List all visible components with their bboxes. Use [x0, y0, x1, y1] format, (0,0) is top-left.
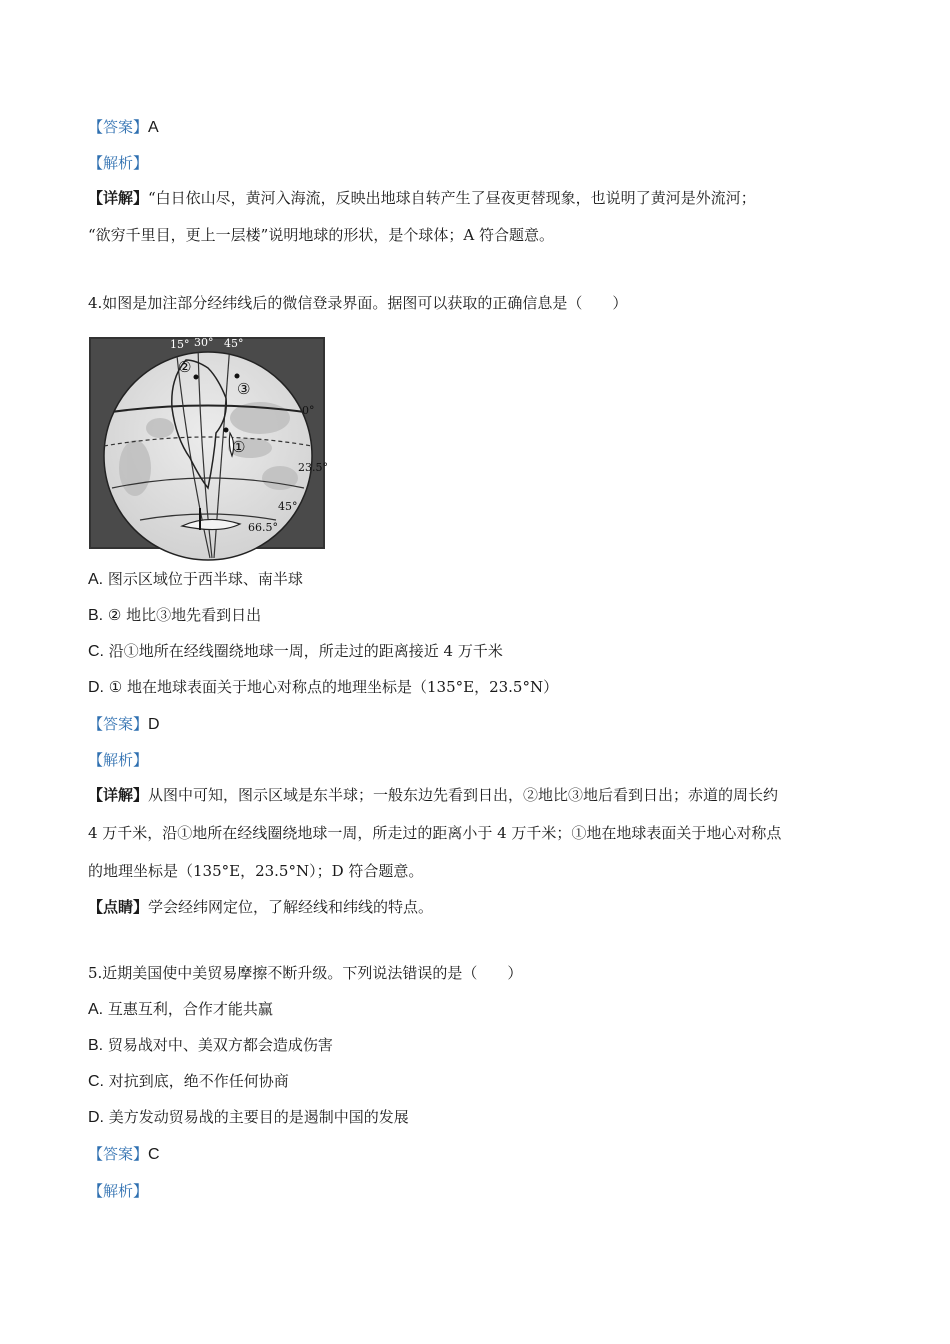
label-66-5deg: 66.5°: [248, 521, 278, 534]
option-letter: D.: [88, 679, 104, 696]
q5-option-d: [88, 1107, 409, 1128]
option-text: 对抗到底，绝不作任何协商: [104, 1072, 289, 1090]
q4-point-line: [88, 897, 433, 917]
q3-answer-line: [88, 117, 159, 138]
q4-answer-line: [88, 714, 160, 735]
option-letter: A.: [88, 571, 104, 588]
q5-option-b: [88, 1035, 333, 1056]
q5-analysis-line: [88, 1181, 148, 1202]
q4-option-c: [88, 641, 503, 662]
q4-stem: 4.如图是加注部分经纬线后的微信登录界面。据图可以获取的正确信息是（ ）: [88, 294, 628, 312]
q3-detail-line2: “欲穷千里目，更上一层楼”说明地球的形状，是个球体；A 符合题意。: [88, 226, 554, 244]
point-tag: 【点睛】: [88, 898, 149, 916]
globe-figure: [90, 336, 328, 548]
label-point-1: ①: [232, 438, 246, 456]
q3-detail-line1: [88, 188, 756, 208]
analysis-tag: 【解析】: [88, 1183, 149, 1200]
point-text: 学会经纬网定位，了解经线和纬线的特点。: [148, 898, 434, 916]
answer-value: D: [148, 716, 160, 733]
option-text: 贸易战对中、美双方都会造成伤害: [103, 1036, 333, 1054]
q4-analysis-line: [88, 750, 148, 771]
option-text: 美方发动贸易战的主要目的是遏制中国的发展: [104, 1108, 409, 1126]
q3-analysis-line: [88, 153, 148, 174]
option-text: ② 地比③地先看到日出: [103, 606, 262, 624]
point-3: [235, 374, 240, 379]
option-letter: D.: [88, 1109, 104, 1126]
label-0deg: 0°: [302, 404, 315, 417]
q5-answer-line: [88, 1144, 160, 1165]
detail-text: 从图中可知，图示区域是东半球；一般东边先看到日出，②地比③地后看到日出；赤道的周长约: [148, 786, 779, 804]
q5-option-a: [88, 999, 273, 1020]
q5-stem: 5.近期美国使中美贸易摩擦不断升级。下列说法错误的是（ ）: [88, 964, 523, 982]
answer-tag: 【答案】: [88, 716, 149, 733]
q4-detail-line3: 的地理坐标是（135°E，23.5°N）；D 符合题意。: [88, 862, 424, 880]
q4-option-a: [88, 569, 303, 590]
option-letter: B.: [88, 607, 104, 624]
answer-tag: 【答案】: [88, 119, 149, 136]
option-letter: C.: [88, 1073, 104, 1090]
option-text: 图示区域位于西半球、南半球: [103, 570, 303, 588]
option-letter: A.: [88, 1001, 104, 1018]
answer-value: A: [148, 119, 159, 136]
analysis-tag: 【解析】: [88, 155, 149, 172]
label-point-2: ②: [178, 358, 192, 376]
option-text: 沿①地所在经线圈绕地球一周，所走过的距离接近 4 万千米: [104, 642, 503, 660]
label-15deg: 15°: [170, 338, 190, 351]
option-letter: B.: [88, 1037, 104, 1054]
label-point-3: ③: [237, 380, 251, 398]
point-2: [194, 375, 199, 380]
answer-tag: 【答案】: [88, 1146, 149, 1163]
option-text: 互惠互利，合作才能共赢: [103, 1000, 273, 1018]
option-text: ① 地在地球表面关于地心对称点的地理坐标是（135°E，23.5°N）: [104, 678, 559, 696]
q4-option-d: [88, 677, 558, 698]
q5-option-c: [88, 1071, 289, 1092]
q4-detail-line1: [88, 785, 778, 805]
label-23-5deg: 23.5°: [298, 461, 328, 474]
point-1: [224, 428, 229, 433]
q4-detail-line2: 4 万千米，沿①地所在经线圈绕地球一周，所走过的距离小于 4 万千米；①地在地球表面关于地心对称点: [88, 824, 782, 842]
detail-tag: 【详解】: [88, 189, 149, 207]
analysis-tag: 【解析】: [88, 752, 149, 769]
label-30deg: 30°: [194, 336, 214, 349]
detail-tag: 【详解】: [88, 786, 149, 804]
detail-text: “白日依山尽，黄河入海流，反映出地球自转产生了昼夜更替现象，也说明了黄河是外流河；: [148, 189, 756, 207]
label-45deg: 45°: [278, 500, 298, 513]
answer-value: C: [148, 1146, 160, 1163]
label-45deg-top: 45°: [224, 337, 244, 350]
q4-option-b: [88, 605, 261, 626]
option-letter: C.: [88, 643, 104, 660]
